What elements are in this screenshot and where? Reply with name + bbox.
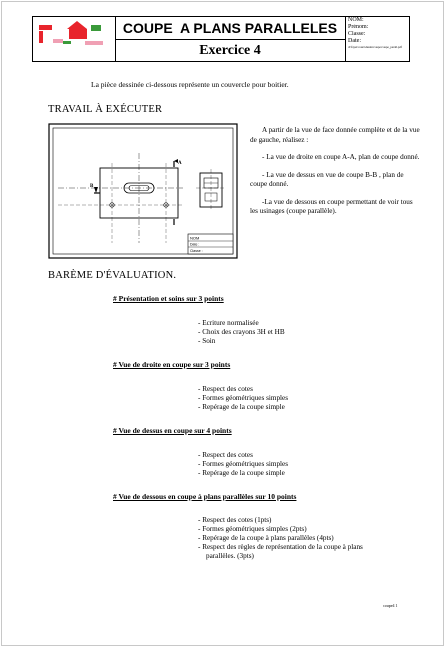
work-title: TRAVAIL À EXÉCUTER — [48, 104, 163, 115]
field-classe: Classe: — [348, 31, 366, 37]
list-item: - Respect des cotes — [198, 385, 253, 393]
list-item: - Ecriture normalisée — [198, 319, 259, 327]
list-item: - Repérage de la coupe simple — [198, 403, 285, 411]
criteria-list-presentation — [198, 319, 408, 346]
field-prenom: Prénom: — [348, 24, 369, 30]
exercise-number: Exercice 4 — [199, 43, 261, 58]
list-item: - Repérage de la coupe à plans parallèles (4pts) — [198, 534, 334, 542]
instruction-bottom-view: -La vue de dessous en coupe permettant de voir tous les usinages (coupe parallèle). — [250, 197, 413, 215]
work-instructions — [250, 126, 420, 225]
list-item: - Formes géométriques simples — [198, 460, 289, 468]
bareme-title: BARÈME D'ÉVALUATION. — [48, 270, 177, 281]
drawing-nom-label: NOM — [190, 235, 200, 241]
list-item: - Respect des cotes (1pts) — [198, 516, 272, 524]
criteria-list-top-view — [198, 451, 408, 478]
list-item: parallèles. (3pts) — [206, 552, 254, 560]
instruction-top-view: - La vue de dessus en vue de coupe B-B , plan de coupe donné. — [250, 170, 404, 188]
student-info-block — [346, 17, 409, 61]
list-item: - Choix des crayons 3H et HB — [198, 328, 285, 336]
instruction-intro: A partir de la vue de face donnée complète et de la vue de gauche, réalisez : — [250, 126, 420, 144]
page-footer: coupe4 1 — [383, 603, 398, 608]
list-item: - Formes géométriques simples — [198, 394, 289, 402]
list-item: - Respect des cotes — [198, 451, 253, 459]
logo — [33, 17, 116, 61]
instruction-right-view: - La vue de droite en coupe A-A, plan de coupe donné. — [262, 153, 420, 161]
intro-text: La pièce dessinée ci-dessous représente un couvercle pour boitier. — [91, 80, 289, 89]
criteria-heading-top-view: # Vue de dessus en coupe sur 4 points — [113, 426, 232, 435]
page-title: COUPE A PLANS PARALLELES — [115, 17, 345, 40]
list-item: - Repérage de la coupe simple — [198, 469, 285, 477]
drawing-date-label: Date : — [190, 242, 200, 247]
criteria-list-right-view — [198, 385, 408, 412]
field-date: Date: — [348, 38, 361, 44]
header — [32, 16, 410, 62]
cut-label-a: A — [178, 161, 182, 166]
cut-label-b: B — [90, 184, 94, 189]
criteria-heading-presentation: # Présentation et soins sur 3 points — [113, 294, 224, 303]
field-nom: NOM: — [348, 17, 364, 23]
title-block — [115, 17, 346, 61]
list-item: - Soin — [198, 337, 216, 345]
technical-drawing — [48, 123, 238, 259]
logo-graphic — [33, 17, 115, 61]
criteria-list-bottom-view — [198, 516, 408, 561]
criteria-heading-right-view: # Vue de droite en coupe sur 3 points — [113, 360, 231, 369]
drawing-classe-label: Classe : — [190, 249, 203, 253]
list-item: - Respect des règles de représentation de la coupe à plans — [198, 543, 363, 551]
file-reference: d:\fayet\cours\dessin\coupe\coupe_parall.pdf — [348, 45, 402, 49]
criteria-heading-bottom-view: # Vue de dessous en coupe à plans parallèles sur 10 points — [113, 492, 297, 501]
list-item: - Formes géométriques simples (2pts) — [198, 525, 307, 533]
